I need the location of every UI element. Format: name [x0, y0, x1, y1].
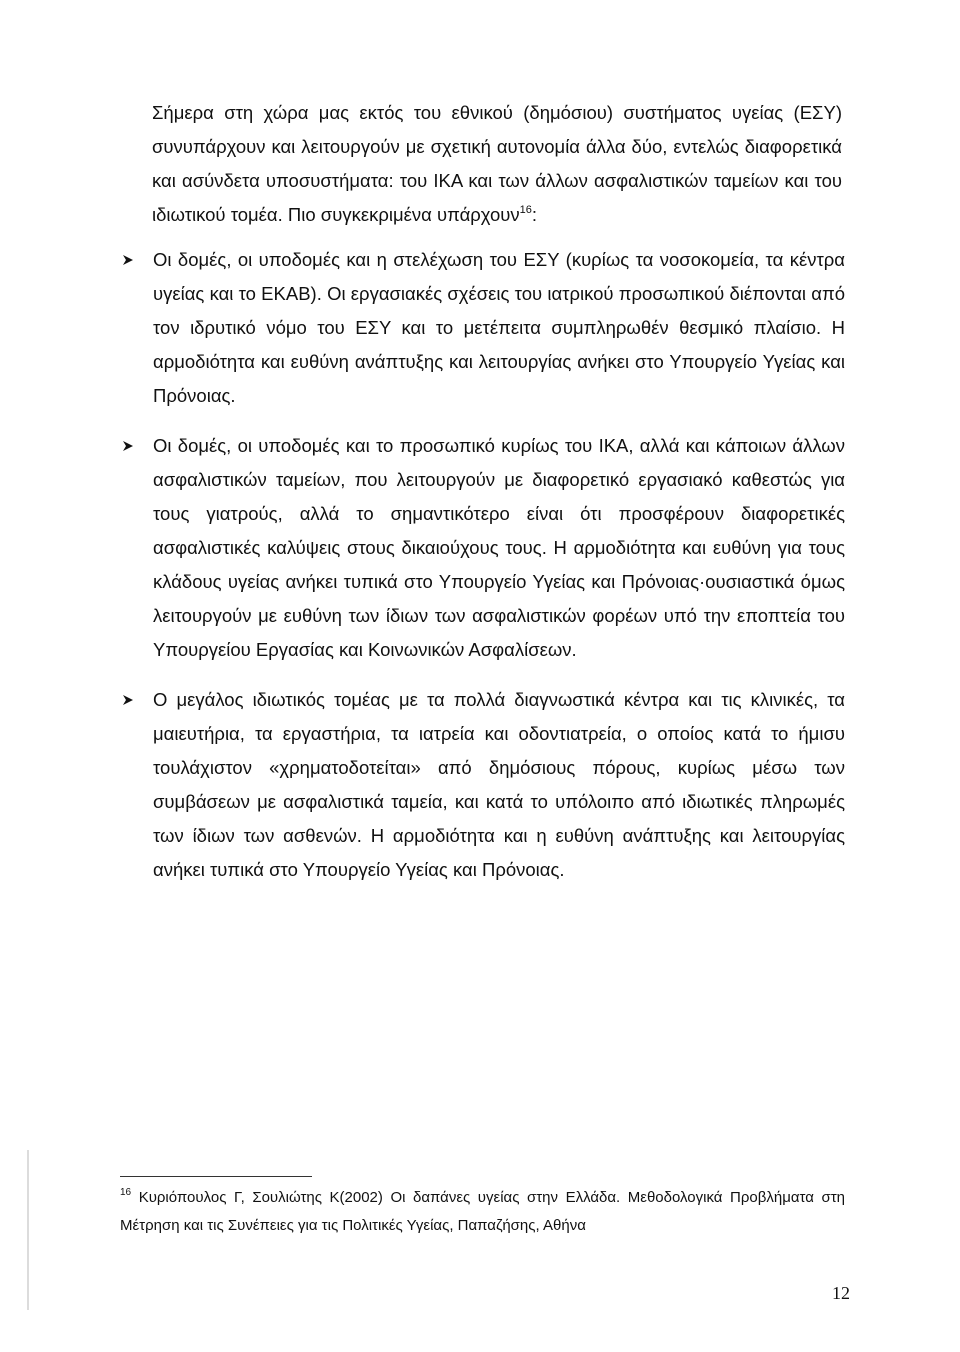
intro-tail: : — [531, 204, 538, 225]
footnote-text: Κυριόπουλος Γ, Σουλιώτης Κ(2002) Οι δαπάνες υγείας στην Ελλάδα. Μεθοδολογικά Προβλήματα στη Μέτρηση και τις Συνέπειες για τις Πολιτικές Υγείας, Παπαζήσης, Αθήνα — [120, 1189, 845, 1234]
bullet-text: Οι δομές, οι υποδομές και το προσωπικό κυρίως του ΙΚΑ, αλλά και κάποιων άλλων ασφαλιστικών ταμείων, που λειτουργούν με διαφορετικό εργασιακό καθεστώς για τους γιατρούς, αλλά το σημαντικότερο είναι ότι προσφέρουν διαφορετικές ασφαλιστικές καλύψεις στους δικαιούχους τους. Η αρμοδιότητα και ευθύνη για τους κλάδους υγείας ανήκει τυπικά στο Υπουργείο Υγείας και Πρόνοιας·ουσιαστικά όμως λειτουργούν με ευθύνη των ίδιων των ασφαλιστικών φορέων υπό την εποπτεία του Υπουργείου Εργασίας και Κοινωνικών Ασφαλίσεων. — [153, 435, 845, 660]
arrowhead-bullet-glyph — [122, 694, 134, 706]
footnote-divider — [120, 1176, 312, 1177]
intro-paragraph — [152, 96, 842, 232]
bullet-item-ika — [120, 429, 845, 667]
page-number: 12 — [832, 1283, 850, 1303]
intro-text: Σήμερα στη χώρα μας εκτός του εθνικού (δημόσιου) συστήματος υγείας (ΕΣΥ) συνυπάρχουν και λειτουργούν με σχετική αυτονομία άλλα δύο, εντελώς διαφορετικά και ασύνδετα υποσυστήματα: του ΙΚΑ και των άλλων ασφαλιστικών ταμείων και του ιδιωτικού τομέα. Πιο συγκεκριμένα υπάρχουν — [152, 102, 842, 225]
footnote — [120, 1184, 845, 1240]
footnote-reference[interactable]: 16 — [519, 204, 532, 216]
bullet-item-private-sector — [120, 683, 845, 887]
bullet-list — [120, 243, 845, 887]
arrowhead-bullet-icon — [120, 429, 140, 463]
arrowhead-bullet-icon — [120, 243, 140, 277]
arrowhead-bullet-icon — [120, 683, 140, 717]
bullet-text: Ο μεγάλος ιδιωτικός τομέας με τα πολλά διαγνωστικά κέντρα και τις κλινικές, τα μαιευτήρια, τα εργαστήρια, τα ιατρεία και οδοντιατρεία, ο οποίος κατά το ήμισυ τουλάχιστον «χρηματοδοτείται» από δημόσιους πόρους, κυρίως μέσω των συμβάσεων με ασφαλιστικά ταμεία, και κατά το υπόλοιπο από ιδιωτικές πληρωμές των ίδιων των ασθενών. Η αρμοδιότητα και η ευθύνη ανάπτυξης και λειτουργίας ανήκει τυπικά στο Υπουργείο Υγείας και Πρόνοιας. — [153, 689, 845, 880]
footnote-number: 16 — [120, 1187, 132, 1198]
arrowhead-bullet-glyph — [122, 254, 134, 266]
bullet-item-esy — [120, 243, 845, 413]
bullet-text: Οι δομές, οι υποδομές και η στελέχωση του ΕΣΥ (κυρίως τα νοσοκομεία, τα κέντρα υγείας και το ΕΚΑΒ). Οι εργασιακές σχέσεις του ιατρικού προσωπικού διέπονται από τον ιδρυτικό νόμο του ΕΣΥ και το μετέπειτα συμπληρωθέν θεσμικό πλαίσιο. Η αρμοδιότητα και ευθύνη ανάπτυξης και λειτουργίας ανήκει στο Υπουργείο Υγείας και Πρόνοιας. — [153, 249, 845, 406]
arrowhead-bullet-glyph — [122, 440, 134, 452]
scan-edge-line — [27, 1150, 29, 1310]
